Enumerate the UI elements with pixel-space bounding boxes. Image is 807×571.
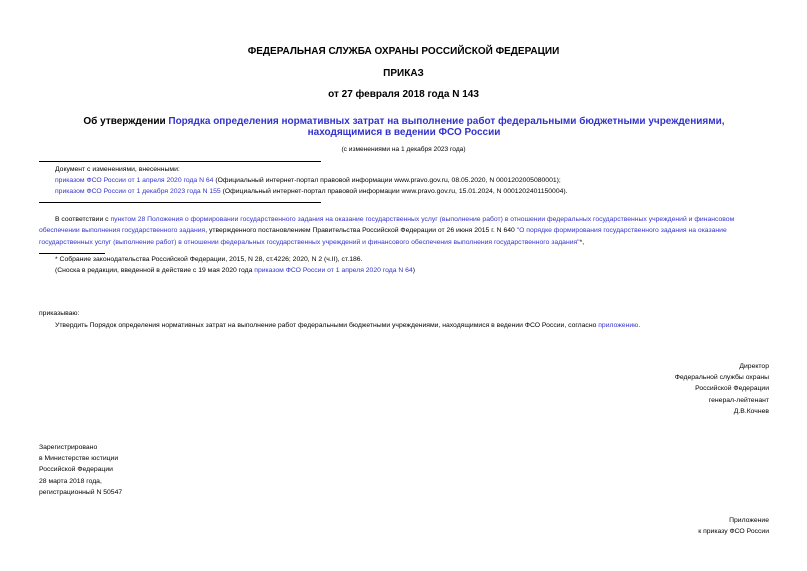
- document-subject: [48, 116, 760, 138]
- footnote-end: ): [412, 267, 415, 275]
- preamble-text-3: *,: [579, 238, 585, 246]
- appendix-line: Приложение: [729, 517, 769, 524]
- preamble-link-2[interactable]: "О порядке формирования государственного задания на оказание государственных услуг (выполнение работ) в отношении федеральных государственных учреждений и финансового обеспечения выполнения государственного задания": [39, 227, 727, 246]
- registration-line: регистрационный N 50547: [39, 488, 123, 496]
- change-link-2[interactable]: приказом ФСО России от 1 декабря 2023 года N 155: [55, 188, 221, 196]
- change-text-1: (Официальный интернет-портал правовой информации www.pravo.gov.ru, 08.05.2020, N 0001202005080001);: [213, 177, 561, 185]
- order-verb: приказываю:: [39, 310, 80, 317]
- signature-line: Директор: [739, 363, 769, 370]
- subject-link[interactable]: Порядка определения нормативных затрат на выполнение работ федеральными бюджетными учреждениями, находящимися в ведении ФСО России: [168, 116, 725, 138]
- registration-line: 28 марта 2018 года,: [39, 477, 102, 485]
- registration-line: Российской Федерации: [39, 466, 113, 474]
- footnote-line-1: * Собрание законодательства Российской Федерации, 2015, N 28, ст.4226; 2020, N 2 (ч.II), ст.186.: [55, 256, 363, 263]
- agency-title: ФЕДЕРАЛЬНАЯ СЛУЖБА ОХРАНЫ РОССИЙСКОЙ ФЕДЕРАЦИИ: [247, 46, 560, 57]
- preamble-text-1: В соответствии с: [55, 216, 111, 223]
- signature-line: Российской Федерации: [695, 385, 769, 393]
- signature-line: Федеральной службы охраны: [674, 374, 769, 382]
- preamble-link-1[interactable]: пунктом 28 Положения о формировании государственного задания на оказание государственных услуг (выполнение работ) в отношении федеральных государственных учреждений и финансовом обеспечении выполнения государственного задания: [39, 216, 735, 235]
- revision-note: (с изменениями на 1 декабря 2023 года): [341, 146, 466, 153]
- signature-line: Д.В.Кочнев: [733, 407, 769, 415]
- signature-line: генерал-лейтенант: [708, 396, 769, 404]
- preamble: [39, 214, 771, 248]
- subject-prefix: Об утверждении: [83, 116, 169, 127]
- preamble-text-2: , утвержденного постановлением Правительства Российской Федерации от 26 июня 2015 г. N 640: [205, 227, 517, 235]
- registration-line: в Министерстве юстиции: [39, 455, 119, 463]
- footnote: [55, 254, 775, 276]
- document-type: ПРИКАЗ: [383, 68, 424, 79]
- signature-block: [675, 361, 769, 417]
- changes-block: [55, 164, 775, 198]
- change-text-2: (Официальный интернет-портал правовой информации www.pravo.gov.ru, 15.01.2024, N 0001202401150004).: [220, 188, 568, 196]
- document-date: от 27 февраля 2018 года N 143: [328, 89, 479, 100]
- appendix-heading: [698, 515, 769, 537]
- footnote-line-2: [55, 265, 775, 276]
- divider-middle: [39, 202, 321, 203]
- divider-top: [39, 161, 321, 162]
- order-text: [55, 320, 775, 331]
- footnote-text: (Сноска в редакции, введенной в действие с 19 мая 2020 года: [55, 267, 255, 275]
- change-link-1[interactable]: приказом ФСО России от 1 апреля 2020 года N 64: [55, 177, 214, 185]
- registration-block: [39, 442, 122, 498]
- registration-line: Зарегистрировано: [39, 444, 98, 451]
- footnote-link[interactable]: приказом ФСО России от 1 апреля 2020 года N 64: [254, 267, 413, 275]
- changes-item: [55, 186, 775, 197]
- appendix-line: к приказу ФСО России: [698, 528, 769, 536]
- order-end: .: [638, 322, 641, 329]
- changes-heading: Документ с изменениями, внесенными:: [55, 166, 180, 173]
- changes-item: [55, 175, 775, 186]
- appendix-link[interactable]: приложению: [598, 322, 639, 329]
- order-body: Утвердить Порядок определения нормативных затрат на выполнение работ федеральными бюджетными учреждениями, находящимися в ведении ФСО России, согласно: [55, 322, 599, 329]
